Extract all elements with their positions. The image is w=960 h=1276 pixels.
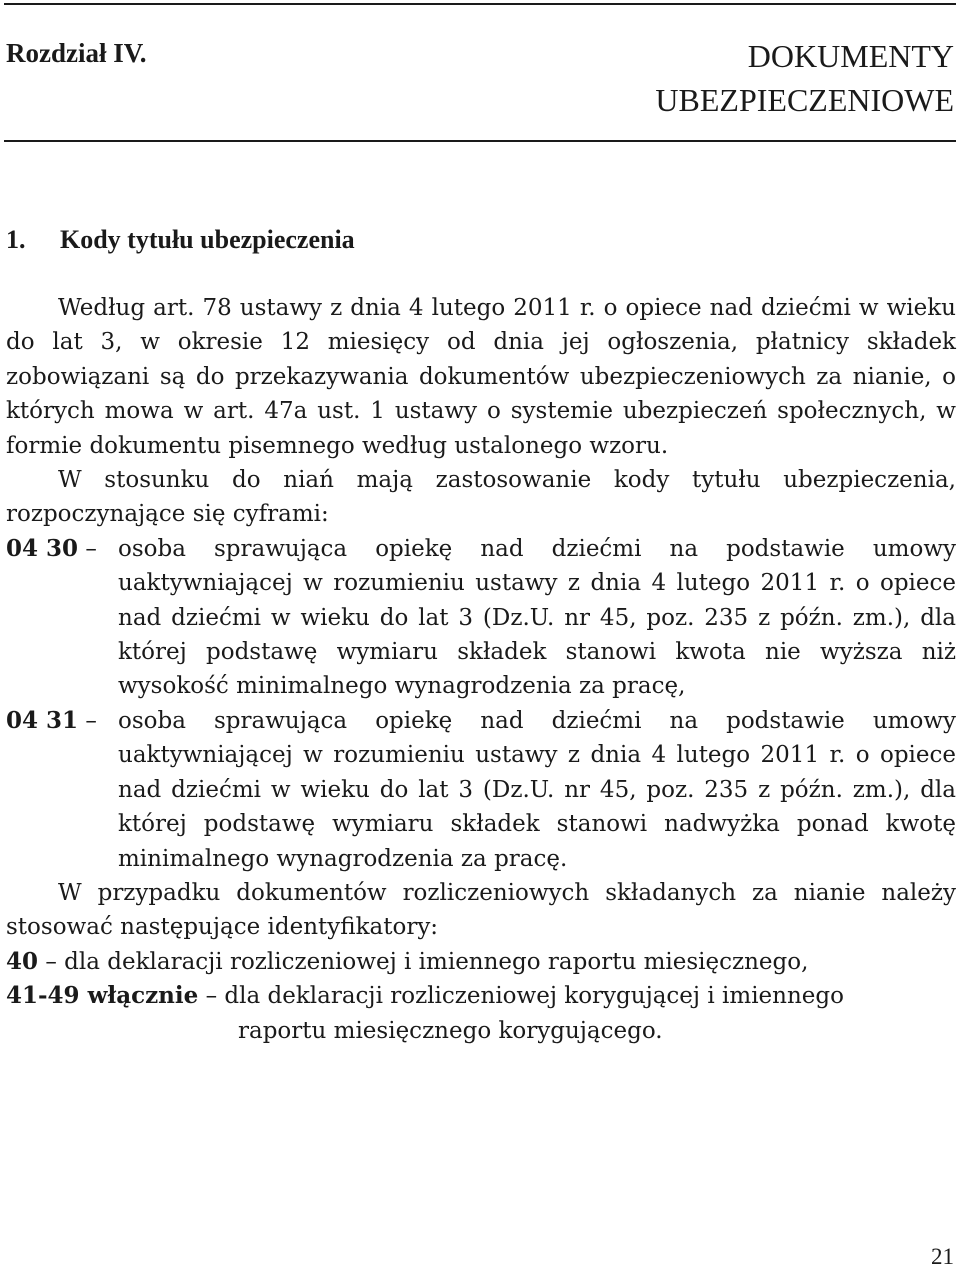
section-title: Kody tytułu ubezpieczenia [60, 225, 355, 254]
body-text [6, 291, 956, 1048]
code-number: 04 31 [6, 706, 79, 734]
chapter-title-line1: DOKUMENTY [747, 38, 954, 74]
chapter-title [655, 34, 954, 122]
identifier-key: 41-49 włącznie [6, 982, 199, 1010]
code-label [6, 704, 118, 876]
code-description: osoba sprawująca opiekę nad dziećmi na podstawie umowy uaktywniającej w rozumieniu ustawy z dnia 4 lutego 2011 r. o opiece nad dziećmi w wieku do lat 3 (Dz.U. nr 45, poz. 235 z późn. zm.), dla której podstawę wymiaru składek stanowi nadwyżka ponad kwotę minimalnego wynagrodzenia za pracę. [118, 707, 956, 872]
identifier-item [6, 945, 956, 979]
code-entry [6, 532, 956, 704]
code-dash: – [78, 535, 97, 562]
section-heading [6, 225, 355, 255]
paragraph-intro: Według art. 78 ustawy z dnia 4 lutego 2011 r. o opiece nad dziećmi w wieku do lat 3, w okresie 12 miesięcy od dnia jej ogłoszenia, płatnicy składek zobowiązani są do przekazywania dokumentów ubezpieczeniowych za nianie, o których mowa w art. 47a ust. 1 ustawy o systemie ubezpieczeń społecznych, w formie dokumentu pisemnego według ustalonego wzoru. [6, 295, 956, 459]
paragraph-codes-intro: W stosunku do niań mają zastosowanie kody tytułu ubezpieczenia, rozpoczynające się cyframi: [6, 467, 956, 528]
paragraph-identifiers-intro: W przypadku dokumentów rozliczeniowych składanych za nianie należy stosować następujące identyfikatory: [6, 879, 956, 941]
identifier-text: – dla deklaracji rozliczeniowej i imiennego raportu miesięcznego, [38, 948, 809, 975]
code-label [6, 532, 118, 704]
page-number: 21 [931, 1244, 954, 1269]
code-number: 04 30 [6, 534, 79, 562]
code-entry [6, 704, 956, 876]
header-rule [4, 140, 956, 142]
section-number: 1. [6, 225, 26, 254]
identifier-key: 40 [6, 947, 39, 975]
identifier-item [6, 979, 956, 1013]
identifier-continuation: raportu miesięcznego korygującego. [238, 1017, 663, 1044]
identifier-text: – dla deklaracji rozliczeniowej korygującej i imiennego [198, 983, 844, 1010]
chapter-label: Rozdział IV. [6, 38, 147, 68]
top-rule [4, 3, 956, 5]
code-dash: – [78, 707, 97, 734]
chapter-title-line2: UBEZPIECZENIOWE [655, 82, 954, 118]
code-description: osoba sprawująca opiekę nad dziećmi na podstawie umowy uaktywniającej w rozumieniu ustawy z dnia 4 lutego 2011 r. o opiece nad dziećmi w wieku do lat 3 (Dz.U. nr 45, poz. 235 z późn. zm.), dla której podstawę wymiaru składek stanowi kwota nie wyższa niż wysokość minimalnego wynagrodzenia za pracę, [118, 535, 956, 700]
